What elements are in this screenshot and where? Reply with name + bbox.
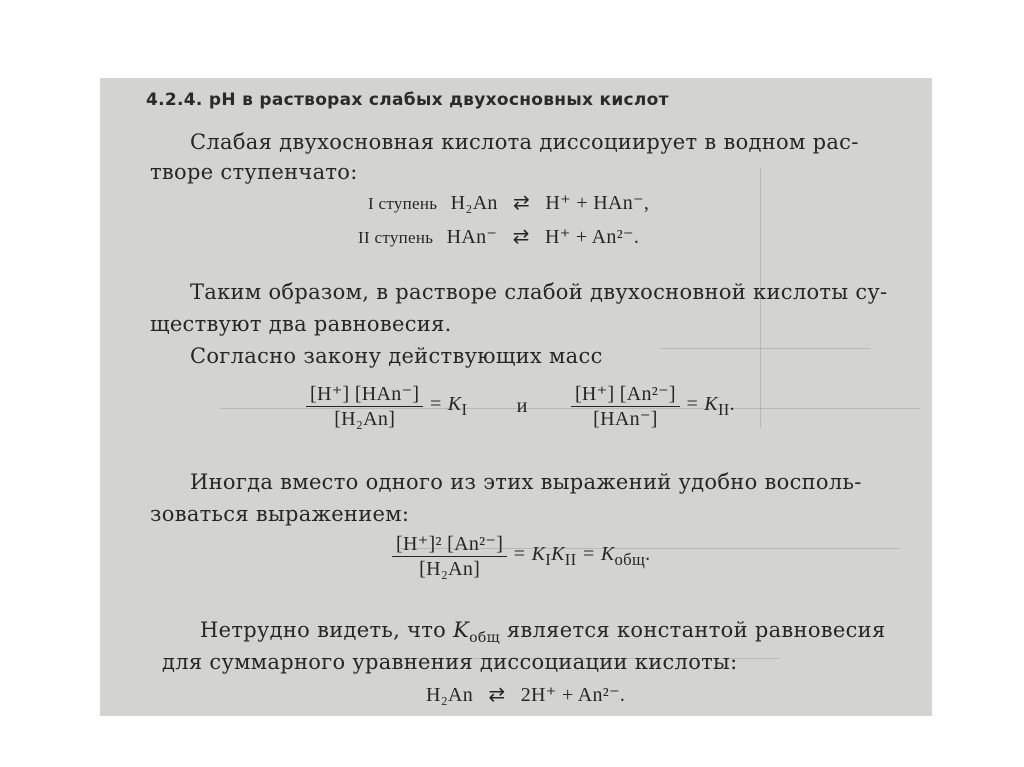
k-total-numerator: [H⁺]² [An²⁻]	[392, 532, 507, 557]
fraction-k-total	[392, 532, 507, 581]
dissociation-step-1	[368, 190, 649, 215]
k1-result: = $K_I$	[428, 393, 468, 419]
paragraph-2-line-2: ществуют два равновесия.	[150, 312, 452, 336]
equation-k-total	[392, 532, 650, 581]
equation-overall	[426, 682, 625, 707]
scanned-page	[100, 78, 932, 716]
step-1-label: I ступень	[368, 194, 438, 213]
k-total-denominator: [H₂An]	[419, 558, 481, 580]
paragraph-1-line-1: Слабая двухосновная кислота диссоциирует в водном рас-	[190, 130, 859, 154]
paragraph-5-line-2: для суммарного уравнения диссоциации кислоты:	[162, 650, 738, 674]
k2-numerator: [H⁺] [An²⁻]	[571, 382, 680, 407]
overall-right: 2H⁺ + An²⁻.	[520, 684, 626, 706]
equilibrium-arrow-icon: ⇄	[488, 684, 506, 706]
section-heading: 4.2.4. рН в растворах слабых двухосновных кислот	[146, 90, 669, 110]
paragraph-3-line-1: Согласно закону действующих масс	[190, 344, 603, 368]
k1-subscript: I	[461, 400, 468, 419]
k1-denominator: [H₂An]	[334, 408, 396, 430]
fraction-k2	[571, 382, 680, 431]
paragraph-5-line-1: Нетрудно видеть, что $K_{общ}$ является константой равновесия	[200, 618, 886, 647]
equation-k1	[306, 382, 735, 431]
k1-numerator: [H⁺] [HAn⁻]	[306, 382, 423, 407]
conjunction: и	[516, 395, 528, 417]
dissociation-step-2	[358, 224, 639, 249]
paragraph-4-line-2: зоваться выражением:	[150, 502, 410, 526]
k2-denominator: [HAn⁻]	[593, 408, 658, 430]
equilibrium-arrow-icon: ⇄	[513, 192, 531, 214]
paragraph-1-line-2: творе ступенчато:	[150, 160, 358, 184]
step-2-right: H⁺ + An²⁻.	[544, 226, 640, 248]
k2-result: = $K_{II}$.	[685, 393, 735, 419]
fraction-k1	[306, 382, 423, 431]
step-1-left: H₂An	[450, 192, 498, 214]
step-1-right: H⁺ + HAn⁻,	[545, 192, 650, 214]
step-2-label: II ступень	[358, 228, 434, 247]
equilibrium-arrow-icon: ⇄	[512, 226, 530, 248]
paragraph-2-line-1: Таким образом, в растворе слабой двухосновной кислоты су-	[190, 280, 888, 304]
overall-left: H₂An	[426, 684, 474, 706]
step-2-left: HAn⁻	[446, 226, 498, 248]
k2-subscript: II	[717, 400, 730, 419]
paragraph-4-line-1: Иногда вместо одного из этих выражений удобно восполь-	[190, 470, 862, 494]
k-total-result: = $K_IK_{II} = K_{общ}$.	[512, 543, 651, 569]
